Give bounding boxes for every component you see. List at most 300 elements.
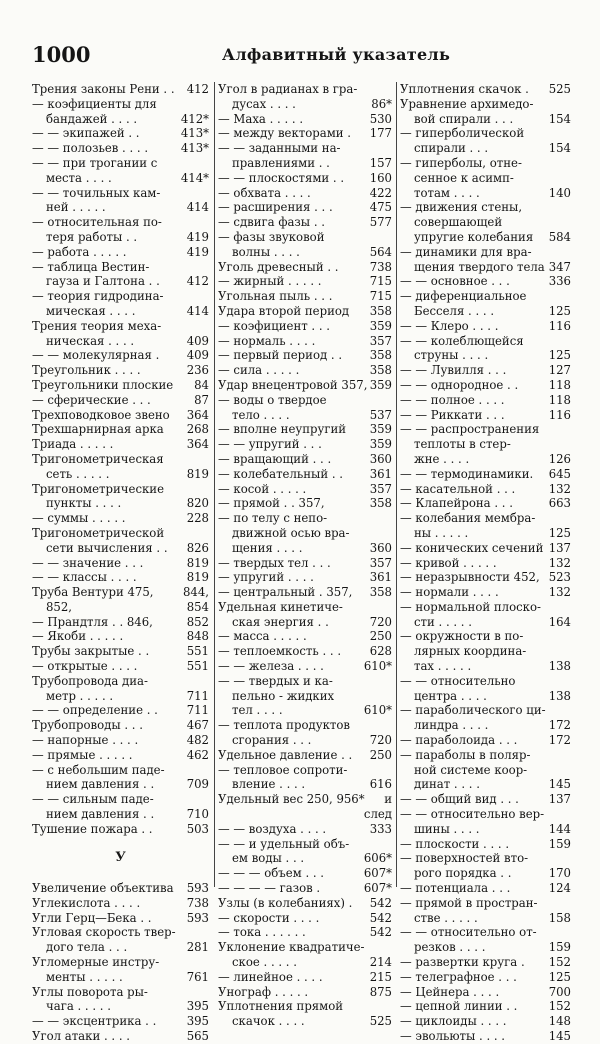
entry-page-ref: 542 <box>369 895 392 910</box>
entry-term: ной системе коор- <box>414 762 528 777</box>
entry-term: спирали . . . <box>414 141 489 156</box>
index-entry <box>400 703 571 718</box>
entry-term: — неразрывности 452, <box>400 570 540 585</box>
entry-page-ref: 84 <box>194 377 209 392</box>
index-entry <box>32 955 209 970</box>
entry-term: — прямые . . . . . <box>32 747 133 762</box>
index-entry <box>400 526 571 541</box>
entry-page-ref: 819 <box>186 555 209 570</box>
index-entry <box>218 970 392 985</box>
index-entry <box>400 822 571 837</box>
entry-page-ref: 86* <box>371 96 392 111</box>
entry-term: Уклонение квадратиче- <box>218 940 365 955</box>
index-entry <box>400 940 571 955</box>
index-entry <box>218 526 392 541</box>
entry-page-ref: 700 <box>548 984 571 999</box>
entry-term: — теплоемкость . . . <box>218 644 342 659</box>
index-entry <box>400 452 571 467</box>
index-entry <box>218 319 392 334</box>
entry-page-ref: 154 <box>548 111 571 126</box>
entry-term: Угловая скорость твер- <box>32 925 176 940</box>
entry-page-ref: 542 <box>369 925 392 940</box>
entry-page-ref: 564 <box>369 244 392 259</box>
entry-page-ref: 361 <box>369 466 392 481</box>
index-entry <box>218 230 392 245</box>
entry-term: — развертки круга . <box>400 955 525 970</box>
entry-term: — центральный . 357, <box>218 585 353 600</box>
entry-term: — воды о твердое <box>218 392 327 407</box>
entry-term: Тригонометрические <box>32 481 164 496</box>
entry-term: — — заданными на- <box>218 141 341 156</box>
entry-term: — — упругий . . . <box>218 437 322 452</box>
entry-page-ref: 236 <box>186 363 209 378</box>
index-entry <box>32 289 209 304</box>
index-entry <box>218 171 392 186</box>
entry-term: — — точильных кам- <box>32 185 161 200</box>
index-entry <box>218 985 392 1000</box>
entry-page-ref: 409 <box>186 348 209 363</box>
entry-page-ref: 159 <box>548 836 571 851</box>
index-entry <box>400 393 571 408</box>
entry-term: сеть . . . . . <box>46 466 110 481</box>
index-entry <box>32 674 209 689</box>
entry-term: ское . . . . . <box>232 955 297 970</box>
entry-page-ref: 144 <box>548 821 571 836</box>
index-entry <box>218 186 392 201</box>
entry-page-ref: 140 <box>548 185 571 200</box>
entry-page-ref: 148 <box>548 1014 571 1029</box>
index-entry <box>32 260 209 275</box>
entry-term: — нормальной плоско- <box>400 599 541 614</box>
index-entry <box>400 289 571 304</box>
entry-term: — — Риккати . . . <box>400 407 505 422</box>
entry-page-ref: 152 <box>548 999 571 1014</box>
entry-term: Трения законы Рени . . <box>32 82 175 96</box>
entry-page-ref: 610* <box>363 659 392 674</box>
index-entry <box>400 319 571 334</box>
index-entry <box>32 526 209 541</box>
entry-term: центра . . . . <box>414 688 487 703</box>
entry-page-ref: 250 <box>369 747 392 762</box>
index-entry <box>218 851 392 866</box>
index-entry <box>32 363 209 378</box>
entry-page-ref: 412 <box>186 82 209 96</box>
entry-page-ref: 268 <box>186 422 209 437</box>
index-entry <box>400 955 571 970</box>
entry-page-ref: 503 <box>186 821 209 836</box>
entry-term: — — плоскостями . . <box>218 170 345 185</box>
index-entry <box>400 777 571 792</box>
entry-page-ref: 551 <box>186 644 209 659</box>
index-entry <box>400 126 571 141</box>
entry-page-ref: 593 <box>186 881 209 896</box>
entry-page-ref: 412 <box>186 274 209 289</box>
entry-term: упругие колебания <box>414 229 534 244</box>
entry-page-ref: 422 <box>369 185 392 200</box>
entry-term: — Прандтля . . 846, <box>32 614 153 629</box>
entry-page-ref: 358 <box>369 303 392 318</box>
entry-page-ref: 358 <box>369 348 392 363</box>
index-entry <box>218 437 392 452</box>
entry-term: — линейное . . . . <box>218 969 323 984</box>
index-entry <box>32 200 209 215</box>
entry-term: — касательной . . . <box>400 481 516 496</box>
entry-page-ref: 172 <box>548 718 571 733</box>
entry-page-ref: и <box>384 792 392 807</box>
entry-term: — потенциала . . . <box>400 881 511 896</box>
entry-term: — телеграфное . . . <box>400 969 517 984</box>
entry-term: дого тела . . . <box>46 940 128 955</box>
entry-page-ref: 577 <box>369 215 392 230</box>
entry-term: — коэфициенты для <box>32 96 157 111</box>
index-column-2 <box>214 82 392 1029</box>
index-entry <box>32 215 209 230</box>
entry-term: 852, <box>46 599 73 614</box>
entry-page-ref: 160 <box>369 170 392 185</box>
entry-page-ref: 132 <box>548 555 571 570</box>
entry-page-ref: 875 <box>369 984 392 999</box>
entry-term: — диференциальное <box>400 289 527 304</box>
index-entry <box>218 792 392 807</box>
index-entry <box>32 629 209 644</box>
index-entry <box>400 334 571 349</box>
entry-term: ней . . . . . <box>46 200 106 215</box>
entry-term: — движения стены, <box>400 200 523 215</box>
entry-term: — — — объем . . . <box>218 866 325 881</box>
running-title: Алфавитный указатель <box>222 45 451 64</box>
entry-page-ref: 530 <box>369 111 392 126</box>
index-entry <box>32 985 209 1000</box>
index-entry <box>32 896 209 911</box>
index-entry <box>32 511 209 526</box>
section-letter: У <box>115 850 126 866</box>
index-entry <box>218 156 392 171</box>
entry-page-ref: 158 <box>548 910 571 925</box>
entry-term: — — полное . . . . <box>400 392 505 407</box>
entry-term: — жирный . . . . . <box>218 274 322 289</box>
entry-term: Удельная кинетиче- <box>218 599 343 614</box>
index-entry <box>218 837 392 852</box>
entry-page-ref: 118 <box>548 377 571 392</box>
index-entry <box>400 615 571 630</box>
entry-term: движной осью вра- <box>232 525 350 540</box>
index-entry <box>32 644 209 659</box>
index-entry <box>218 482 392 497</box>
index-entry <box>32 452 209 467</box>
index-entry <box>32 925 209 940</box>
index-entry <box>32 718 209 733</box>
entry-term: — — общий вид . . . <box>400 792 519 807</box>
entry-term: менты . . . . . <box>46 969 123 984</box>
entry-term: — цепной линии . . <box>400 999 518 1014</box>
entry-term: тах . . . . . <box>414 659 472 674</box>
index-entry <box>400 97 571 112</box>
index-entry <box>32 659 209 674</box>
entry-page-ref: 347 <box>548 259 571 274</box>
entry-term: дусах . . . . <box>232 96 296 111</box>
entry-term: — гиперболической <box>400 126 525 141</box>
index-entry <box>400 422 571 437</box>
index-entry <box>400 200 571 215</box>
entry-term: — — экипажей . . <box>32 126 140 141</box>
index-entry <box>400 186 571 201</box>
entry-term: — вполне неупругий <box>218 422 347 437</box>
index-entry <box>400 482 571 497</box>
entry-term: — Цейнера . . . . <box>400 984 500 999</box>
entry-term: — Маха . . . . . <box>218 111 304 126</box>
entry-term: — таблица Вестин- <box>32 259 150 274</box>
entry-term: тело . . . . <box>232 407 290 422</box>
index-entry <box>218 556 392 571</box>
index-entry <box>32 156 209 171</box>
index-entry <box>400 644 571 659</box>
entry-page-ref: 462 <box>186 747 209 762</box>
index-entry <box>400 1014 571 1029</box>
entry-page-ref: 852 <box>186 614 209 629</box>
entry-term: — вращающий . . . <box>218 451 332 466</box>
entry-term: ем воды . . . <box>232 851 305 866</box>
entry-term: теплоты в стер- <box>414 437 511 452</box>
entry-page-ref: 715 <box>369 289 392 304</box>
entry-page-ref: 138 <box>548 688 571 703</box>
entry-page-ref: 414 <box>186 303 209 318</box>
entry-page-ref: след <box>363 807 392 822</box>
entry-page-ref: 333 <box>369 821 392 836</box>
entry-page-ref: 593 <box>186 910 209 925</box>
entry-page-ref: 419 <box>186 244 209 259</box>
index-entry <box>218 422 392 437</box>
index-entry <box>218 763 392 778</box>
entry-page-ref: 250 <box>369 629 392 644</box>
entry-term: — — воздуха . . . . <box>218 821 327 836</box>
entry-term: Угол в радианах в гра- <box>218 82 358 96</box>
entry-term: ны . . . . . <box>414 525 469 540</box>
index-entry <box>400 141 571 156</box>
entry-page-ref: 336 <box>548 274 571 289</box>
index-entry <box>400 911 571 926</box>
index-entry <box>218 615 392 630</box>
entry-term: — — классы . . . . <box>32 570 137 585</box>
index-entry <box>218 334 392 349</box>
index-entry <box>218 289 392 304</box>
entry-term: пельно - жидких <box>232 688 335 703</box>
entry-page-ref: 157 <box>369 155 392 170</box>
entry-term: — открытые . . . . <box>32 659 138 674</box>
page-header <box>32 42 568 70</box>
entry-term: — — полозьев . . . . <box>32 141 149 156</box>
entry-term: — обхвата . . . . <box>218 185 311 200</box>
entry-page-ref: 475 <box>369 200 392 215</box>
entry-term: нием давления . . <box>46 807 155 822</box>
entry-term: Тушение пожара . . <box>32 821 153 836</box>
index-entry <box>32 940 209 955</box>
index-entry <box>218 1014 392 1029</box>
entry-term: ская энергия . . <box>232 614 329 629</box>
entry-page-ref: 584 <box>548 229 571 244</box>
entry-term: резков . . . . <box>414 940 486 955</box>
entry-page-ref: 126 <box>548 451 571 466</box>
entry-term: — по телу с непо- <box>218 511 328 526</box>
entry-page-ref: 710 <box>186 807 209 822</box>
entry-term: — суммы . . . . . <box>32 511 126 526</box>
entry-term: — первый период . . <box>218 348 343 363</box>
index-entry <box>400 541 571 556</box>
index-entry <box>400 748 571 763</box>
entry-page-ref: 720 <box>369 733 392 748</box>
entry-term: метр . . . . . <box>46 688 114 703</box>
entry-term: стве . . . . . <box>414 910 478 925</box>
entry-page-ref: 709 <box>186 777 209 792</box>
index-entry <box>400 985 571 1000</box>
index-entry <box>400 718 571 733</box>
entry-term: — динамики для вра- <box>400 244 532 259</box>
entry-term: — конических сечений <box>400 540 544 555</box>
index-entry <box>218 570 392 585</box>
entry-term: — кривой . . . . . <box>400 555 497 570</box>
index-entry <box>32 556 209 571</box>
index-entry <box>218 600 392 615</box>
entry-term: — теория гидродина- <box>32 289 164 304</box>
index-entry <box>218 881 392 896</box>
entry-page-ref: 87 <box>194 392 209 407</box>
index-entry <box>218 629 392 644</box>
entry-page-ref: 819 <box>186 570 209 585</box>
entry-page-ref: 125 <box>548 348 571 363</box>
index-entry <box>400 245 571 260</box>
index-entry <box>400 260 571 275</box>
index-entry <box>400 925 571 940</box>
entry-page-ref: 848 <box>186 629 209 644</box>
index-entry <box>400 82 571 97</box>
entry-page-ref: 361 <box>369 570 392 585</box>
entry-term: места . . . . <box>46 170 112 185</box>
entry-term: линдра . . . . <box>414 718 489 733</box>
index-entry <box>400 171 571 186</box>
index-entry <box>400 837 571 852</box>
entry-term: — — Лувилля . . . <box>400 363 507 378</box>
entry-page-ref: 482 <box>186 733 209 748</box>
index-entry <box>32 777 209 792</box>
index-entry <box>32 763 209 778</box>
entry-page-ref: 357 <box>369 481 392 496</box>
index-entry <box>32 126 209 141</box>
entry-page-ref: 525 <box>369 1014 392 1029</box>
index-entry <box>32 600 209 615</box>
index-entry <box>400 274 571 289</box>
entry-term: волны . . . . <box>232 244 300 259</box>
index-entry <box>400 408 571 423</box>
index-entry <box>218 955 392 970</box>
index-entry <box>400 215 571 230</box>
index-entry <box>218 274 392 289</box>
entry-term: Трубопровода диа- <box>32 673 148 688</box>
entry-term: Уравнение архимедо- <box>400 96 534 111</box>
index-entry <box>32 999 209 1014</box>
entry-term: — тока . . . . . . <box>218 925 306 940</box>
index-entry <box>400 970 571 985</box>
entry-page-ref: 395 <box>186 999 209 1014</box>
entry-page-ref: 360 <box>369 540 392 555</box>
entry-term: вление . . . . <box>232 777 306 792</box>
entry-page-ref: 364 <box>186 437 209 452</box>
entry-page-ref: 628 <box>369 644 392 659</box>
entry-term: Трехповодковое звено <box>32 407 170 422</box>
entry-term: тотам . . . . <box>414 185 480 200</box>
index-entry <box>218 260 392 275</box>
entry-page-ref: 116 <box>548 407 571 422</box>
index-entry <box>32 378 209 393</box>
index-entry <box>218 408 392 423</box>
entry-term: жне . . . . <box>414 451 470 466</box>
entry-term: Трубы закрытые . . <box>32 644 150 659</box>
entry-page-ref: 138 <box>548 659 571 674</box>
entry-term: лярных координа- <box>414 644 527 659</box>
index-entry <box>32 437 209 452</box>
entry-term: — между векторами . <box>218 126 352 141</box>
index-entry <box>400 378 571 393</box>
entry-page-ref: 358 <box>369 363 392 378</box>
entry-page-ref: 607* <box>363 866 392 881</box>
entry-page-ref: 413* <box>180 141 209 156</box>
index-entry <box>32 482 209 497</box>
entry-term: — — основное . . . <box>400 274 510 289</box>
entry-page-ref: 164 <box>548 614 571 629</box>
entry-term: — твердых тел . . . <box>218 555 331 570</box>
index-entry <box>218 911 392 926</box>
entry-page-ref: 118 <box>548 392 571 407</box>
index-entry <box>218 999 392 1014</box>
entry-page-ref: 358 <box>369 585 392 600</box>
index-entry <box>32 408 209 423</box>
index-entry <box>32 274 209 289</box>
entry-term: — тепловое сопроти- <box>218 762 348 777</box>
entry-term: сгорания . . . <box>232 733 312 748</box>
entry-page-ref: 125 <box>548 525 571 540</box>
entry-page-ref: 137 <box>548 540 571 555</box>
index-entry <box>400 570 571 585</box>
entry-term: Угол атаки . . . . <box>32 1029 130 1043</box>
index-entry <box>32 422 209 437</box>
index-entry <box>400 792 571 807</box>
entry-page-ref: 419 <box>186 229 209 244</box>
index-entry <box>32 881 209 896</box>
entry-term: Тригонометрической <box>32 525 165 540</box>
entry-page-ref: 711 <box>186 703 209 718</box>
index-entry <box>400 348 571 363</box>
entry-page-ref: 357 <box>369 333 392 348</box>
index-entry <box>218 896 392 911</box>
index-entry <box>32 748 209 763</box>
entry-term: Углы поворота ры- <box>32 984 148 999</box>
entry-page-ref: 645 <box>548 466 571 481</box>
entry-page-ref: 616 <box>369 777 392 792</box>
entry-page-ref: 125 <box>548 303 571 318</box>
entry-term: — — сильным паде- <box>32 792 154 807</box>
index-entry <box>32 186 209 201</box>
entry-term: Тригонометрическая <box>32 451 164 466</box>
index-entry <box>32 1029 209 1044</box>
index-entry <box>218 141 392 156</box>
entry-page-ref: 761 <box>186 969 209 984</box>
entry-term: рого порядка . . <box>414 866 512 881</box>
entry-page-ref: 177 <box>369 126 392 141</box>
entry-term: — сферические . . . <box>32 392 151 407</box>
index-entry <box>218 363 392 378</box>
entry-term: — — эксцентрика . . <box>32 1014 157 1029</box>
index-entry <box>400 363 571 378</box>
index-entry <box>400 112 571 127</box>
entry-term: Увеличение объектива <box>32 881 174 896</box>
